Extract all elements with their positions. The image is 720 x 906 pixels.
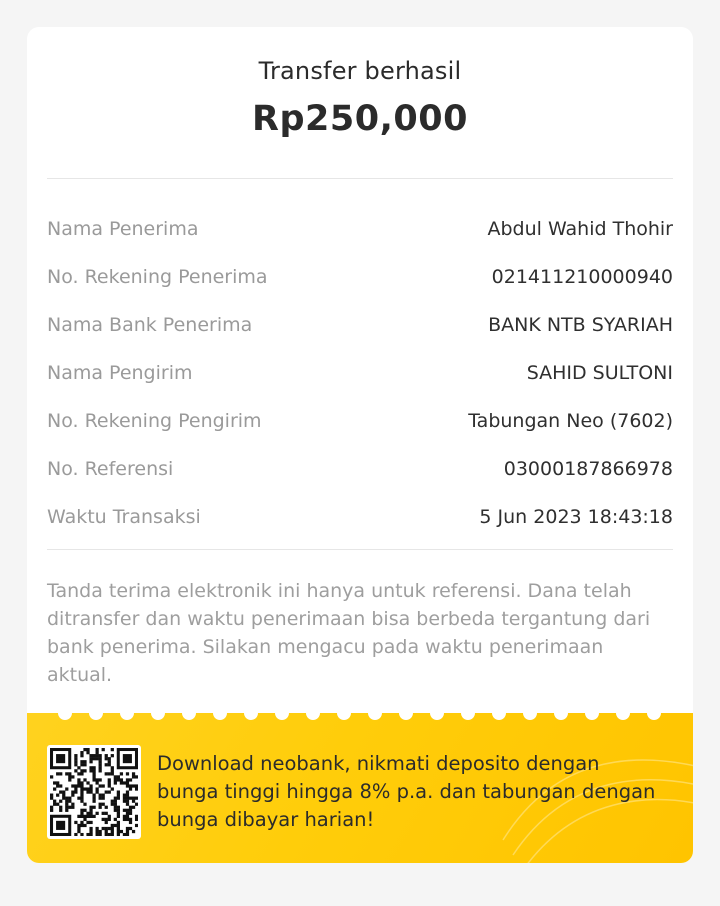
detail-label: Nama Penerima — [47, 218, 199, 240]
header-divider — [47, 178, 673, 179]
transaction-details — [47, 205, 673, 541]
receipt-header — [27, 27, 693, 139]
receipt-disclaimer: Tanda terima elektronik ini hanya untuk referensi. Dana telah ditransfer dan waktu penerimaan bisa berbeda tergantung dari bank penerima. Silakan mengacu pada waktu penerimaan aktual. — [47, 580, 651, 686]
transfer-receipt-card — [27, 27, 693, 863]
detail-row-recipient-name — [47, 205, 673, 253]
promo-banner[interactable] — [27, 710, 693, 863]
detail-label: Waktu Transaksi — [47, 506, 201, 528]
detail-row-sender-name — [47, 349, 673, 397]
detail-row-transaction-time — [47, 493, 673, 541]
receipt-title: Transfer berhasil — [258, 57, 462, 85]
promo-text: Download neobank, nikmati deposito dengan bunga tinggi hingga 8% p.a. dan tabungan dengan bunga dibayar harian! — [157, 752, 656, 831]
qr-code-icon[interactable] — [47, 745, 141, 839]
detail-label: Nama Bank Penerima — [47, 314, 253, 336]
detail-row-recipient-bank — [47, 301, 673, 349]
detail-label: No. Rekening Penerima — [47, 266, 268, 288]
detail-value: 021411210000940 — [491, 266, 673, 288]
detail-row-sender-account — [47, 397, 673, 445]
detail-label: No. Rekening Pengirim — [47, 410, 262, 432]
detail-row-recipient-account — [47, 253, 673, 301]
detail-value: SAHID SULTONI — [526, 362, 673, 384]
detail-value: Abdul Wahid Thohir — [487, 218, 673, 240]
detail-value: 03000187866978 — [503, 458, 673, 480]
detail-value: Tabungan Neo (7602) — [468, 410, 673, 432]
qr-code-graphic — [50, 748, 138, 836]
detail-value: BANK NTB SYARIAH — [488, 314, 673, 336]
detail-label: Nama Pengirim — [47, 362, 193, 384]
details-divider — [47, 549, 673, 550]
detail-row-reference — [47, 445, 673, 493]
detail-value: 5 Jun 2023 18:43:18 — [479, 506, 673, 528]
detail-label: No. Referensi — [47, 458, 174, 480]
transfer-amount: Rp250,000 — [252, 99, 468, 139]
